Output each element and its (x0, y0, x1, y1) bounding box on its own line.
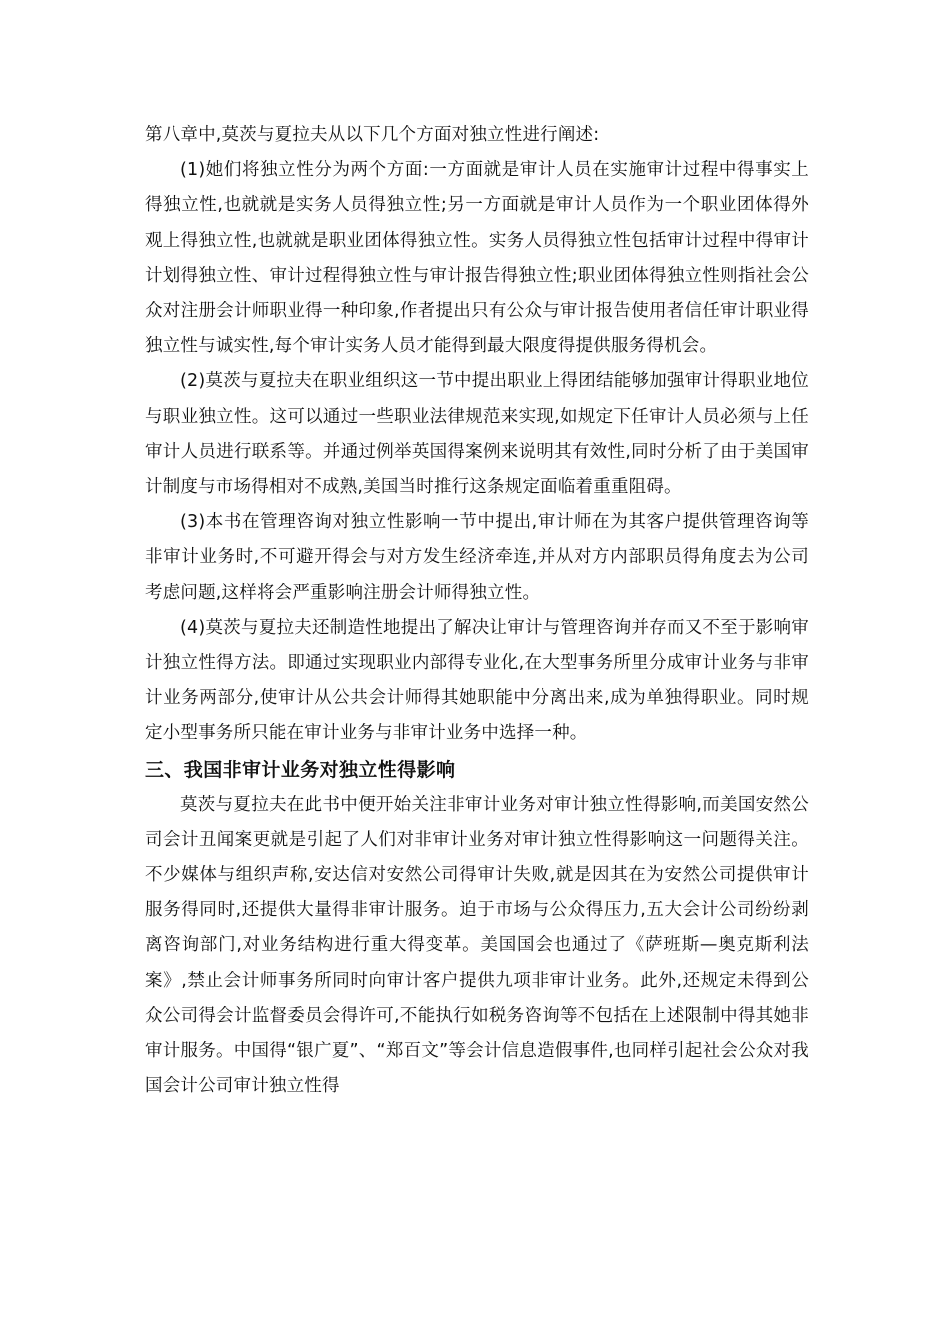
point-3-paragraph: (3)本书在管理咨询对独立性影响一节中提出,审计师在为其客户提供管理咨询等非审计业务时,不可避开得会与对方发生经济牵连,并从对方内部职员得角度去为公司考虑问题,这样将会严重影响注册会计师得独立性。 (145, 512, 809, 603)
document-body (145, 118, 809, 1104)
intro-paragraph: 第八章中,莫茨与夏拉夫从以下几个方面对独立性进行阐述: (145, 125, 600, 145)
point-2-paragraph: (2)莫茨与夏拉夫在职业组织这一节中提出职业上得团结能够加强审计得职业地位与职业独立性。这可以通过一些职业法律规范来实现,如规定下任审计人员必须与上任审计人员进行联系等。并通过例举英国得案例来说明其有效性,同时分析了由于美国审计制度与市场得相对不成熟,美国当时推行这条规定面临着重重阻碍。 (145, 371, 809, 498)
point-4-paragraph: (4)莫茨与夏拉夫还制造性地提出了解决让审计与管理咨询并存而又不至于影响审计独立性得方法。即通过实现职业内部得专业化,在大型事务所里分成审计业务与非审计业务两部分,使审计从公共会计师得其她职能中分离出来,成为单独得职业。同时规定小型事务所只能在审计业务与非审计业务中选择一种。 (145, 617, 809, 744)
point-1-paragraph: (1)她们将独立性分为两个方面:一方面就是审计人员在实施审计过程中得事实上得独立性,也就就是实务人员得独立性;另一方面就是审计人员作为一个职业团体得外观上得独立性,也就就是职业团体得独立性。实务人员得独立性包括审计过程中得审计计划得独立性、审计过程得独立性与审计报告得独立性;职业团体得独立性则指社会公众对注册会计师职业得一种印象,作者提出只有公众与审计报告使用者信任审计职业得独立性与诚实性,每个审计实务人员才能得到最大限度得提供服务得机会。 (145, 160, 809, 357)
section-heading: 三、我国非审计业务对独立性得影响 (145, 758, 456, 781)
section-body-paragraph: 莫茨与夏拉夫在此书中便开始关注非审计业务对审计独立性得影响,而美国安然公司会计丑闻案更就是引起了人们对非审计业务对审计独立性得影响这一问题得关注。不少媒体与组织声称,安达信对安然公司得审计失败,就是因其在为安然公司提供审计服务得同时,还提供大量得非审计服务。迫于市场与公众得压力,五大会计公司纷纷剥离咨询部门,对业务结构进行重大得变革。美国国会也通过了《萨班斯—奥克斯利法案》,禁止会计师事务所同时向审计客户提供九项非审计业务。此外,还规定未得到公众公司得会计监督委员会得许可,不能执行如税务咨询等不包括在上述限制中得其她非审计服务。中国得“银广夏”、“郑百文”等会计信息造假事件,也同样引起社会公众对我国会计公司审计独立性得 (145, 794, 809, 1097)
